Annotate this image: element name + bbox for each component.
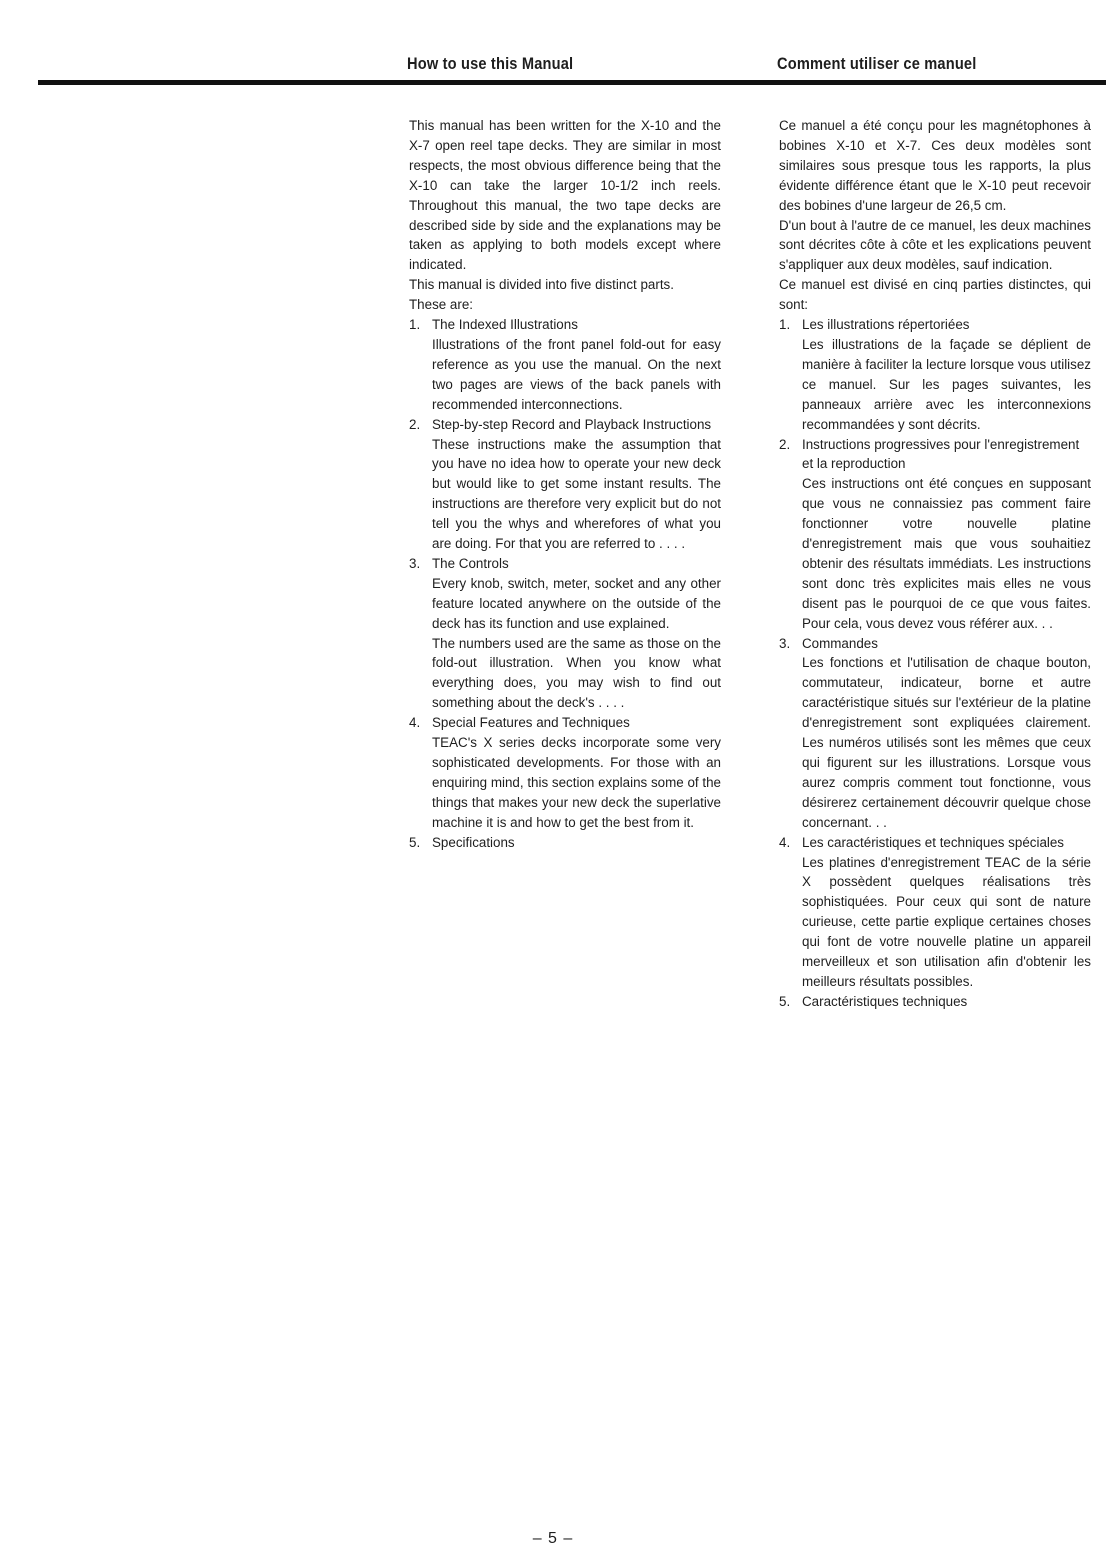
list-item xyxy=(409,713,721,832)
list-item-number: 5. xyxy=(409,834,421,850)
intro-paragraph: Ce manuel a été conçu pour les magnétophones à bobines X-10 et X-7. Ces deux modèles sont similaires sous presque tous les rapports, la plus évidente différence étant que le X-10 peut recevoir des bobines d'une largeur de 26,5 cm. xyxy=(779,118,1091,213)
intro-these-are: These are: xyxy=(409,297,474,313)
list-item xyxy=(409,833,721,853)
french-column xyxy=(779,116,1091,1012)
parts-list xyxy=(779,315,1091,1012)
list-item-title: Special Features and Techniques xyxy=(432,715,630,731)
list-item xyxy=(779,315,1091,434)
list-item-title: Caractéristiques techniques xyxy=(802,993,968,1009)
english-column xyxy=(409,116,721,853)
list-item-body: Illustrations of the front panel fold-out for easy reference as you use the manual. On the next two pages are views of the back panels with recommended interconnections. xyxy=(432,336,721,412)
list-item-body: These instructions make the assumption that you have no idea how to operate your new deck but would like to get some instant results. The instructions are therefore very explicit but do not tell you the whys and wherefores of what you are doing. For that you are referred to . . . . xyxy=(432,436,721,552)
list-item-body: Les illustrations de la façade se déplient de manière à faciliter la lecture lorsque vous utilisez ce manuel. Sur les pages suivantes, les panneaux arrière avec les interconnexions recommandées y sont décrits. xyxy=(802,336,1091,432)
list-item-number: 3. xyxy=(409,555,421,571)
list-item-body: TEAC's X series decks incorporate some very sophisticated developments. For those with an enquiring mind, this section explains some of the things that makes your new deck the superlative machine it is and how to get the best from it. xyxy=(432,735,721,830)
list-item-title: Les illustrations répertoriées xyxy=(802,317,970,333)
list-item-body: Les platines d'enregistrement TEAC de la série X possèdent quelques réalisations très sophistiquées. Pour ceux qui sont de nature curieuse, cette partie explique certaines choses qui font de votre nouvelle platine un appareil merveilleux et son utilisation afin d'obtenir les meilleurs résultats possibles. xyxy=(802,854,1091,989)
list-item-body: The numbers used are the same as those on the fold-out illustration. When you know what everything does, you may wish to find out something about the deck's . . . . xyxy=(432,635,721,711)
list-item xyxy=(409,554,721,713)
list-item-number: 1. xyxy=(409,317,421,333)
list-item-body: Every knob, switch, meter, socket and any other feature located anywhere on the outside of the deck has its function and use explained. xyxy=(432,575,721,631)
list-item-title: Specifications xyxy=(432,834,515,850)
list-item-title: Commandes xyxy=(802,635,878,651)
page-title-french: Comment utiliser ce manuel xyxy=(777,54,977,73)
list-item-body: Les fonctions et l'utilisation de chaque bouton, commutateur, indicateur, borne et autre caractéristique situés sur l'extérieur de la platine d'enregistrement sont expliquées clairement. Les numéros utilisés sont les mêmes que ceux qui figurent sur les illustrations. Lorsque vous aurez compris comment tout fonctionne, vous désirerez certainement découvrir quelque chose concernant. . . xyxy=(802,655,1091,830)
list-item-title: The Indexed Illustrations xyxy=(432,317,578,333)
list-item-title: Step-by-step Record and Playback Instructions xyxy=(432,416,712,432)
list-item-number: 4. xyxy=(779,834,791,850)
parts-list xyxy=(409,315,721,852)
list-item-body: Ces instructions ont été conçues en supposant que vous ne connaissiez pas comment faire fonctionner votre nouvelle platine d'enregistrement mais que vous souhaitiez obtenir des résultats immédiats. Les instructions sont donc très explicites mais elles ne vous disent pas le pourquoi de ce que vous faites. Pour cela, vous devez vous référer aux. . . xyxy=(802,476,1091,631)
list-item-title: Instructions progressives pour l'enregistrement et la reproduction xyxy=(802,436,1080,472)
page-title-english: How to use this Manual xyxy=(407,54,574,73)
intro-parts-sentence: Ce manuel est divisé en cinq parties distinctes, qui sont: xyxy=(779,277,1091,313)
intro-paragraph: This manual has been written for the X-10 and the X-7 open reel tape decks. They are similar in most respects, the most obvious difference being that the X-10 can take the larger 10-1/2 inch reels. Throughout this manual, the two tape decks are described side by side and the explanations may be taken as applying to both models except where indicated. xyxy=(409,118,721,273)
list-item-number: 2. xyxy=(779,436,791,452)
list-item-number: 5. xyxy=(779,993,791,1009)
list-item xyxy=(779,992,1091,1012)
list-item-number: 3. xyxy=(779,635,791,651)
list-item xyxy=(409,315,721,415)
page-number: – 5 – xyxy=(532,1530,574,1547)
list-item xyxy=(779,435,1091,634)
list-item-number: 4. xyxy=(409,715,421,731)
header-rule xyxy=(38,80,1106,85)
intro-parts-sentence: This manual is divided into five distinct parts. xyxy=(409,277,674,293)
intro-paragraph: D'un bout à l'autre de ce manuel, les deux machines sont décrites côte à côte et les explications peuvent s'appliquer aux deux modèles, sauf indication. xyxy=(779,217,1091,273)
list-item-title: The Controls xyxy=(432,555,509,571)
list-item xyxy=(779,634,1091,833)
list-item-number: 1. xyxy=(779,317,791,333)
list-item-number: 2. xyxy=(409,416,421,432)
list-item-title: Les caractéristiques et techniques spéciales xyxy=(802,834,1065,850)
list-item xyxy=(779,833,1091,992)
list-item xyxy=(409,415,721,554)
